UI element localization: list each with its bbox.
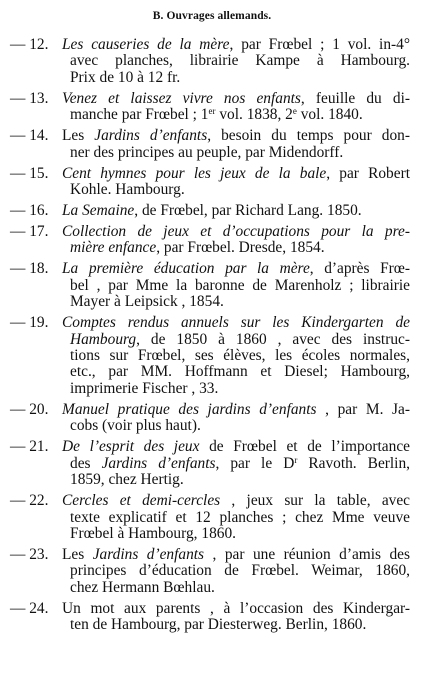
entry-line <box>62 456 410 472</box>
entry-line <box>62 510 410 526</box>
entry-line <box>62 563 410 579</box>
superscript-text: r <box>294 454 298 465</box>
entry-line <box>62 364 410 380</box>
bibliography-entry <box>0 224 424 257</box>
entry-line <box>62 381 410 397</box>
entry-text: , par Robert <box>326 164 410 182</box>
entry-line <box>62 493 410 509</box>
entry-text: , feuille du di- <box>300 89 410 107</box>
entry-number: — 15. <box>10 164 49 182</box>
entry-number: — 14. <box>10 127 49 145</box>
entry-number: — 23. <box>10 545 49 563</box>
entry-text: Les <box>62 545 93 563</box>
entry-line <box>62 547 410 563</box>
entry-line <box>62 472 410 488</box>
entry-text: Les <box>62 127 95 145</box>
entry-number: — 24. <box>10 599 49 617</box>
entry-number: — 18. <box>10 260 49 278</box>
entry-number: — 17. <box>10 223 49 241</box>
entry-number: — 22. <box>10 492 49 510</box>
entry-line <box>62 348 410 364</box>
entry-line <box>62 418 410 434</box>
entry-number: — 12. <box>10 36 49 53</box>
entry-line <box>62 261 410 277</box>
bibliography-entry <box>0 37 424 86</box>
entry-line <box>62 53 410 69</box>
entry-line <box>62 617 410 633</box>
entry-text: cobs (voir plus haut). <box>70 417 201 435</box>
title-text: Les causeries de la mère <box>62 36 230 53</box>
entry-text: avec planches, librairie Kampe à Hambourg. <box>70 52 410 70</box>
entry-line <box>62 315 410 331</box>
bibliography-entry <box>0 91 424 124</box>
entry-line <box>62 580 410 596</box>
entry-text: , jeux sur la table, avec <box>220 492 411 510</box>
bibliography-entry <box>0 439 424 488</box>
entry-text: des <box>70 454 102 472</box>
section-heading: B. Ouvrages allemands. <box>152 10 272 22</box>
entry-line <box>62 526 410 542</box>
title-text: mière enfance <box>70 239 157 257</box>
title-text: Jardins d’enfants <box>101 454 216 472</box>
superscript-text: er <box>208 106 216 117</box>
entry-number: — 13. <box>10 89 49 107</box>
entry-text: chez Hermann Bœhlau. <box>70 578 215 596</box>
entry-line <box>62 224 410 240</box>
entry-text: imprimerie Fischer , 33. <box>70 379 219 397</box>
entry-text: ten de Hambourg, par Diesterweg. Berlin, 1860. <box>70 616 367 634</box>
title-text: Manuel pratique des jardins d’enfants <box>62 400 317 418</box>
entry-text: principes d’éducation de Frœbel. Weimar, 1860, <box>70 562 410 580</box>
entry-line <box>62 166 410 182</box>
entry-text: , par une réunion d’amis des <box>204 545 411 563</box>
entry-text: tions sur Frœbel, ses élèves, les écoles normales, <box>70 347 410 365</box>
entry-line <box>62 128 410 144</box>
title-text: Hambourg <box>70 330 137 348</box>
entry-text: , besoin du temps pour don- <box>207 127 410 145</box>
entry-text: , par Frœbel. Dresde, 1854. <box>156 239 325 257</box>
title-text: De l’esprit des jeux <box>62 438 200 456</box>
entry-text: bel , par Mme la baronne de Marenholz ; librairie <box>70 276 410 294</box>
entry-line <box>62 37 410 53</box>
bibliography-entry <box>0 166 424 199</box>
entry-line <box>62 439 410 455</box>
entry-text: texte explicatif et 12 planches ; chez Mme veuve <box>70 508 410 526</box>
entry-text: , par Frœbel ; 1 vol. in-4° <box>229 36 411 53</box>
entry-line <box>62 107 410 123</box>
bibliography-entry <box>0 128 424 161</box>
entry-text: etc., par MM. Hoffmann et Diesel; Hambourg, <box>70 363 410 381</box>
entry-text: de Frœbel et de l’importance <box>199 438 410 456</box>
entry-text: Frœbel à Hambourg, 1860. <box>70 524 236 542</box>
bibliography-entry <box>0 315 424 397</box>
entry-line <box>62 240 410 256</box>
title-text: Cercles et demi-cercles <box>62 492 221 510</box>
bibliography-entry <box>0 601 424 634</box>
entry-text: 1859, chez Hertig. <box>70 471 184 489</box>
entry-line <box>62 601 410 617</box>
entry-text: , d’après Frœ- <box>309 260 410 278</box>
entry-text: vol. 1838, 2 <box>215 106 293 124</box>
entry-text: Kohle. Hambourg. <box>70 181 185 199</box>
entry-line <box>62 91 410 107</box>
entry-line <box>62 402 410 418</box>
entry-text: vol. 1840. <box>296 106 363 124</box>
title-text: Cent hymnes pour les jeux de la bale <box>62 164 327 182</box>
entry-line <box>62 294 410 310</box>
entry-text: Ravoth. Berlin, <box>297 454 411 472</box>
bibliography-entry <box>0 203 424 219</box>
bibliography-entry <box>0 547 424 596</box>
entry-number: — 20. <box>10 400 49 418</box>
entry-text: , par M. Ja- <box>316 400 410 418</box>
entry-text: Mayer à Leipsick , 1854. <box>70 293 224 311</box>
title-text: Venez et laissez vivre nos enfants <box>62 89 301 107</box>
entry-number: — 19. <box>10 314 49 332</box>
title-text: La première éducation par la mère <box>62 260 310 278</box>
bibliography-entry <box>0 402 424 435</box>
bibliography-entry <box>0 261 424 310</box>
title-text: Collection de jeux et d’occupations pour la pre- <box>62 223 410 241</box>
entry-text: , par le D <box>215 454 295 472</box>
entry-text: ner des principes au peuple, par Midendorff. <box>70 143 344 161</box>
title-text: Jardins d’enfants <box>94 127 208 145</box>
entry-line <box>62 278 410 294</box>
entry-number: — 16. <box>10 202 49 220</box>
entry-line <box>62 145 410 161</box>
entry-text: Un mot aux parents , à l’occasion des Kindergar- <box>62 599 410 617</box>
entry-text: Prix de 10 à 12 fr. <box>70 68 181 86</box>
bibliography-list <box>0 37 424 638</box>
title-text: La Semaine <box>62 202 135 220</box>
title-text: Comptes rendus annuels sur les Kindergarten de <box>62 314 410 332</box>
entry-text: , de 1850 à 1860 , avec des instruc- <box>136 330 410 348</box>
entry-line <box>62 182 410 198</box>
entry-number: — 21. <box>10 438 49 456</box>
bibliography-entry <box>0 493 424 542</box>
entry-text: manche par Frœbel ; 1 <box>70 106 209 124</box>
superscript-text: e <box>292 106 297 117</box>
title-text: Jardins d’enfants <box>92 545 205 563</box>
entry-line <box>62 332 410 348</box>
entry-line <box>62 203 410 219</box>
entry-line <box>62 70 410 86</box>
entry-text: , de Frœbel, par Richard Lang. 1850. <box>134 202 362 220</box>
